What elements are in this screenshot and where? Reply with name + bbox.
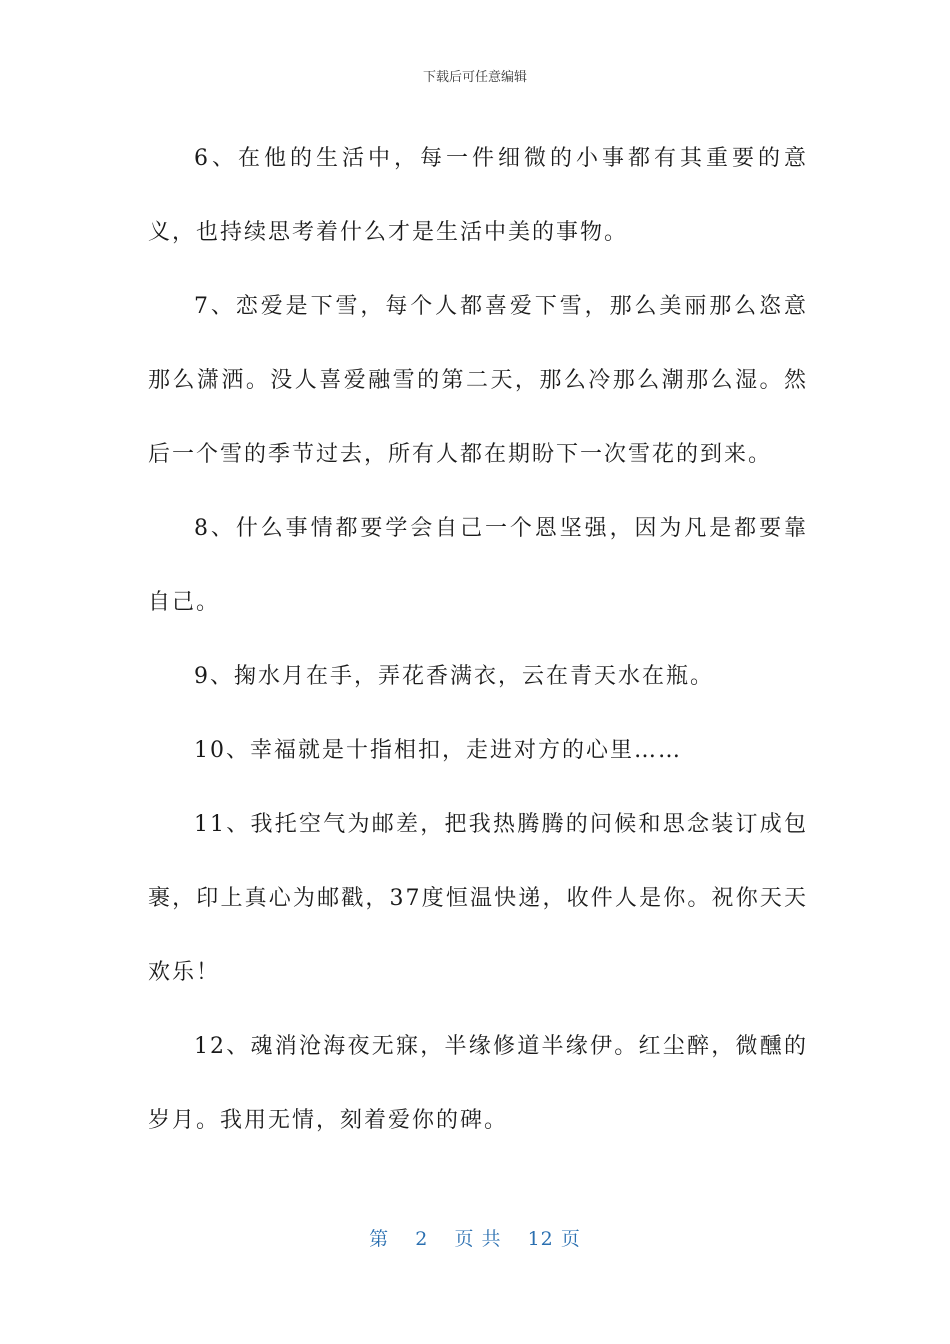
paragraph-6: 6、在他的生活中，每一件细微的小事都有其重要的意义，也持续思考着什么才是生活中美的事物。 [148, 146, 808, 245]
footer-suffix: 页 [560, 1228, 581, 1250]
page-header: 下载后可任意编辑 [422, 70, 527, 85]
page-footer [0, 1224, 950, 1251]
paragraph-11: 11、我托空气为邮差，把我热腾腾的问候和思念装订成包裹，印上真心为邮戳，37度恒温快递，收件人是你。祝你天天欢乐！ [148, 812, 808, 985]
paragraph-12: 12、魂消沧海夜无寐，半缘修道半缘伊。红尘醉，微醺的岁月。我用无情，刻着爱你的碑。 [148, 1034, 808, 1133]
footer-current-page: 2 [415, 1228, 429, 1250]
paragraph-10: 10、幸福就是十指相扣，走进对方的心里…… [194, 738, 682, 763]
paragraph-7: 7、恋爱是下雪，每个人都喜爱下雪，那么美丽那么恣意那么潇洒。没人喜爱融雪的第二天，那么冷那么潮那么湿。然后一个雪的季节过去，所有人都在期盼下一次雪花的到来。 [148, 294, 808, 467]
paragraph-9: 9、掬水月在手，弄花香满衣，云在青天水在瓶。 [194, 664, 714, 689]
footer-middle: 页 共 [454, 1228, 502, 1250]
footer-total-pages: 12 [527, 1228, 554, 1250]
footer-prefix: 第 [369, 1228, 390, 1250]
document-body [148, 122, 808, 1158]
paragraph-8: 8、什么事情都要学会自己一个恩坚强，因为凡是都要靠自己。 [148, 516, 808, 615]
